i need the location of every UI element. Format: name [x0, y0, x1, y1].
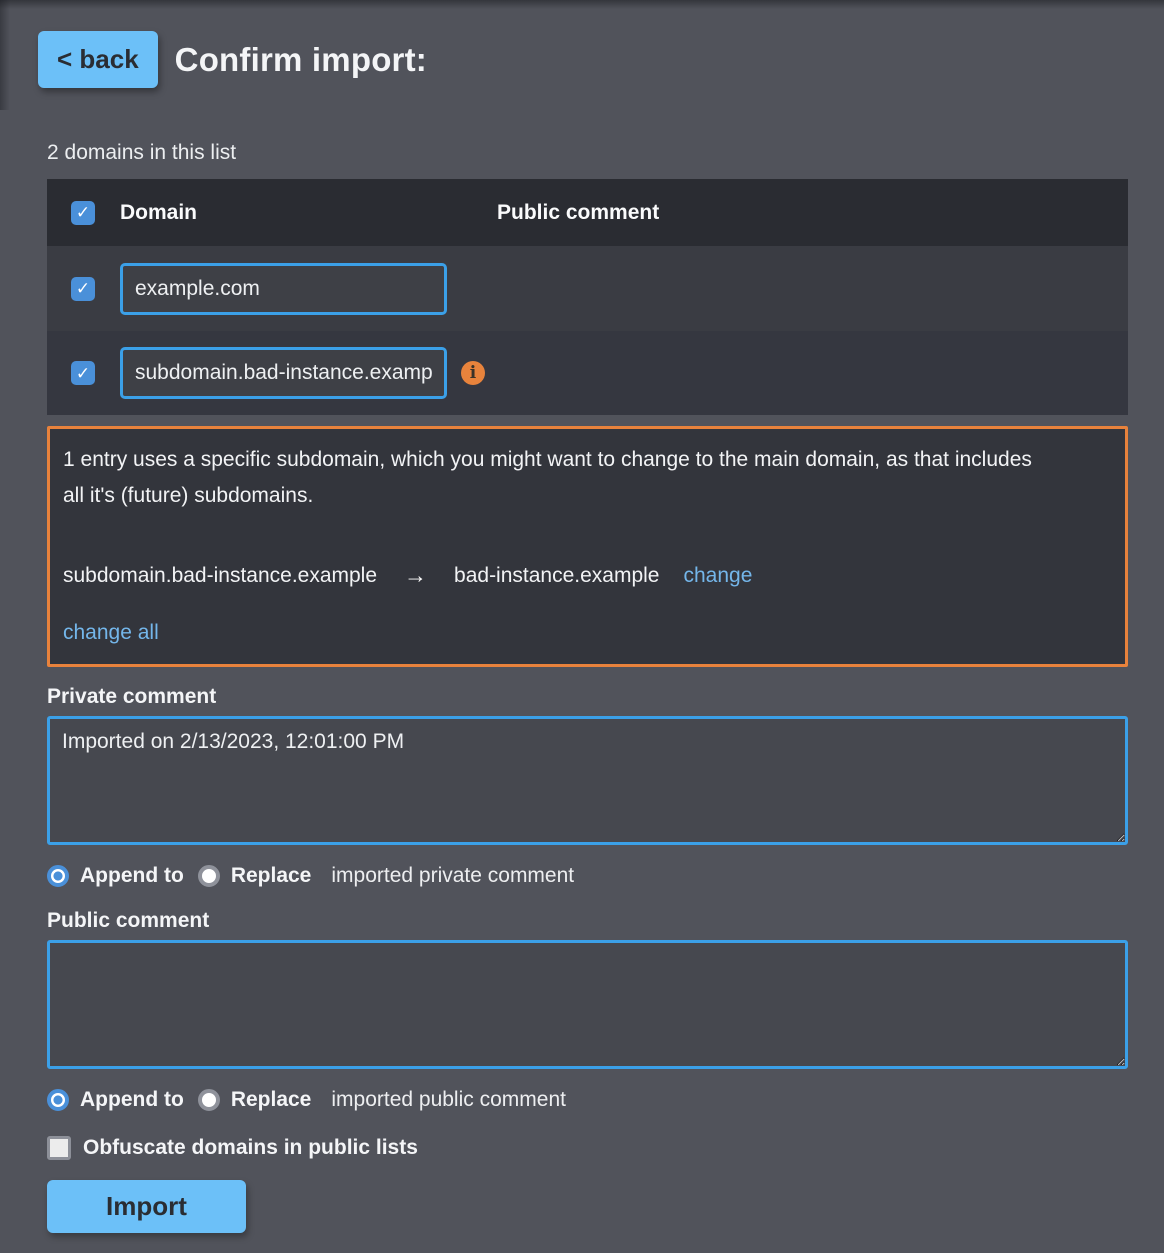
replace-private-radio[interactable] — [198, 865, 220, 887]
append-private-label: Append to — [80, 864, 184, 887]
subdomain-to: bad-instance.example — [454, 563, 660, 587]
domains-table — [47, 179, 1128, 415]
domain-count-text: 2 domains in this list — [47, 141, 237, 164]
column-header-domain: Domain — [120, 200, 198, 224]
replace-private-label: Replace — [230, 864, 312, 887]
info-icon[interactable]: i — [461, 361, 485, 385]
replace-public-radio[interactable] — [198, 1089, 220, 1111]
append-public-radio[interactable] — [47, 1089, 69, 1111]
page-title: Confirm import: — [174, 40, 427, 78]
warning-message: 1 entry uses a specific subdomain, which you might want to change to the main domain, as that includes all it's (future) subdomains. — [63, 448, 1032, 507]
domain-input[interactable] — [120, 263, 447, 315]
row-select-cell — [47, 361, 120, 385]
private-mode-suffix: imported private comment — [331, 864, 575, 887]
domain-input[interactable] — [120, 347, 447, 399]
subdomain-warning-box — [47, 426, 1128, 667]
table-row — [47, 331, 1128, 415]
row-select-cell — [47, 277, 120, 301]
check-icon: ✓ — [75, 203, 91, 222]
private-comment-textarea[interactable] — [47, 716, 1128, 845]
public-comment-label: Public comment — [47, 909, 210, 932]
table-header-row — [47, 179, 1128, 246]
select-all-checkbox[interactable] — [71, 201, 95, 225]
obfuscate-label: Obfuscate domains in public lists — [83, 1136, 418, 1159]
private-comment-label: Private comment — [47, 685, 217, 708]
append-public-label: Append to — [80, 1088, 184, 1111]
back-button[interactable]: < back — [38, 31, 158, 88]
domain-cell — [120, 347, 497, 399]
select-all-cell — [47, 201, 120, 225]
check-icon: ✓ — [75, 279, 91, 298]
row-checkbox[interactable] — [71, 361, 95, 385]
obfuscate-checkbox[interactable] — [47, 1136, 71, 1160]
change-link[interactable]: change — [683, 563, 753, 587]
column-header-public-comment: Public comment — [497, 200, 660, 224]
import-button[interactable]: Import — [47, 1180, 246, 1233]
check-icon: ✓ — [75, 363, 91, 383]
subdomain-suggestion-row — [63, 562, 1112, 589]
change-all-link[interactable]: change all — [63, 621, 159, 644]
public-mode-suffix: imported public comment — [331, 1088, 566, 1111]
public-comment-textarea[interactable] — [47, 940, 1128, 1069]
row-checkbox[interactable] — [71, 277, 95, 301]
arrow-right-icon: → — [404, 562, 428, 588]
append-private-radio[interactable] — [47, 865, 69, 887]
header — [38, 31, 1128, 88]
domain-cell — [120, 263, 497, 315]
table-row — [47, 246, 1128, 331]
public-comment-mode-row — [47, 1088, 1128, 1112]
private-comment-mode-row — [47, 864, 1128, 888]
subdomain-from: subdomain.bad-instance.example — [63, 563, 378, 587]
obfuscate-row — [47, 1136, 1128, 1160]
replace-public-label: Replace — [230, 1088, 312, 1111]
